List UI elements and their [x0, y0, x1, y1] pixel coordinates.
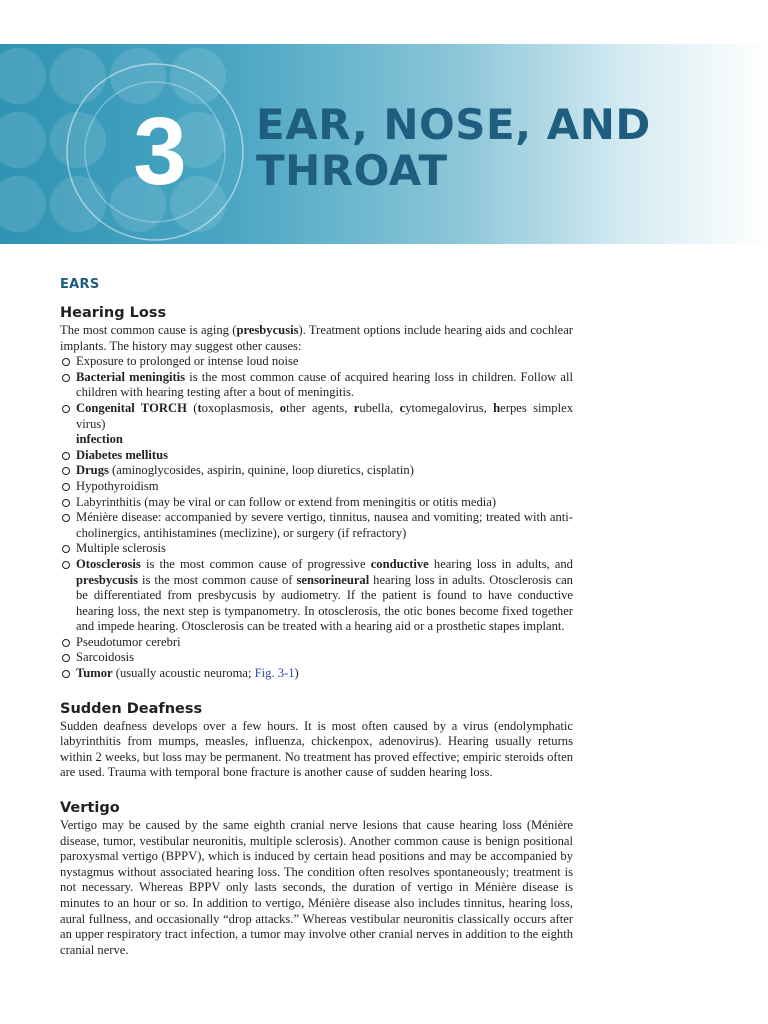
- item-bold-term: sensorineural: [296, 572, 370, 587]
- torch-letter: h: [493, 400, 501, 415]
- item-bold-term: Diabetes mellitus: [76, 447, 168, 462]
- list-item: [60, 666, 573, 682]
- list-item: [60, 557, 573, 635]
- item-text: Pseudotumor cerebri: [76, 634, 181, 649]
- subheading-sudden-deafness: Sudden Deafness: [60, 700, 203, 717]
- list-item: [60, 635, 573, 651]
- list-item: [60, 479, 573, 495]
- torch-letter: t: [197, 400, 202, 415]
- chapter-title-line-1: EAR, NOSE, AND: [256, 100, 651, 149]
- item-text: Labyrinthitis (may be viral or can follow or extend from meningitis or otitis media): [76, 494, 497, 509]
- item-bold-term: Bacterial meningitis: [76, 369, 186, 384]
- list-item: [60, 510, 573, 541]
- item-bold-term: presbycusis: [76, 572, 139, 587]
- section-heading-ears: EARS: [60, 277, 100, 292]
- item-text: is the most common cause of: [138, 572, 297, 587]
- torch-letter: c: [399, 400, 406, 415]
- item-text: Hypothyroidism: [76, 478, 159, 493]
- sudden-deafness-paragraph: Sudden deafness develops over a few hours. It is most often caused by a virus (endolymphatic labyrinthitis from mumps, measles, influenza, chickenpox, adenovirus). Hearing usually returns within 2 weeks, but loss may be permanent. No treatment has proved effective; empiric steroids often are used. Trauma with temporal bone fracture is another cause of sudden hearing loss.: [60, 718, 573, 780]
- intro-text: ). Treatment options include hearing aids and cochlear implants. The history may suggest other causes:: [60, 323, 573, 353]
- item-text: Sarcoidosis: [76, 650, 135, 665]
- hearing-loss-intro: [60, 323, 573, 354]
- item-text: ther agents,: [286, 400, 354, 415]
- torch-letter: r: [353, 400, 360, 415]
- intro-text: The most common cause is aging (: [60, 323, 237, 337]
- item-text: ubella,: [359, 400, 400, 415]
- item-bold-term: conductive: [370, 556, 429, 571]
- torch-letter: o: [279, 400, 287, 415]
- list-item: [60, 650, 573, 666]
- list-item: [60, 463, 573, 479]
- list-item: [60, 495, 573, 511]
- list-item: [60, 448, 573, 464]
- item-text: oxoplasmosis,: [201, 400, 280, 415]
- figure-link[interactable]: Fig. 3-1: [254, 666, 295, 681]
- list-item: [60, 354, 573, 370]
- item-text: (usually acoustic neuroma;: [112, 666, 255, 681]
- item-text: erpes simplex virus): [76, 400, 573, 431]
- item-text: (aminoglycosides, aspirin, quinine, loop diuretics, cisplatin): [108, 463, 414, 478]
- item-text: hearing loss in adults. Otosclerosis can be differentiated from presbycusis by audiometry. If the patient is found to have conductive hearing loss, the next step is tympanometry. In otosclerosis, the otic bones become fixed together and impede hearing. Otosclerosis can be treated with a hearing aid or a prosthetic stapes implant.: [76, 572, 573, 634]
- item-text: hearing loss in adults, and: [428, 556, 573, 571]
- intro-bold-term: presbycusis: [236, 323, 299, 337]
- item-bold-term: Congenital TORCH: [76, 400, 187, 415]
- item-text: ): [294, 666, 299, 681]
- subheading-hearing-loss: Hearing Loss: [60, 305, 167, 321]
- subheading-vertigo: Vertigo: [60, 800, 120, 817]
- item-text: ytomegalovirus,: [405, 400, 494, 415]
- item-bold-term: Drugs: [76, 463, 109, 478]
- chapter-number: 3: [133, 98, 187, 205]
- item-text: is the most common cause of acquired hearing loss in children. Follow all children with hearing testing after a bout of meningitis.: [76, 369, 573, 400]
- list-item: Congenital TORCH (toxoplasmosis, other agents, rubella, cytomegalovirus, herpes simplex virus) infection: [60, 401, 573, 448]
- item-text: Multiple sclerosis: [76, 541, 166, 556]
- item-bold-term: infection: [76, 432, 123, 447]
- chapter-title: [256, 102, 651, 194]
- item-text: Ménière disease: accompanied by severe vertigo, tinnitus, nausea and vomiting; treated with anti-cholinergics, antihistamines (meclizine), or surgery (if refractory): [76, 510, 573, 540]
- list-item: [60, 370, 573, 401]
- hearing-loss-causes-list: [60, 354, 573, 681]
- vertigo-paragraph: Vertigo may be caused by the same eighth cranial nerve lesions that cause hearing loss (Ménière disease, tumor, vestibular neuronitis, multiple sclerosis). Another common cause is benign positional paroxysmal vertigo (BPPV), which is induced by certain head positions and may be accompanied by nystagmus without associated hearing loss. The condition often resolves spontaneously; treatment is not necessary. Whereas BPPV only lasts seconds, the duration of vertigo in Ménière disease is minutes to an hour or so. In addition to vertigo, Ménière disease also includes tinnitus, hearing loss, aural fullness, and occasionally “drop attacks.” Whereas vestibular neuronitis classically occurs after an upper respiratory tract infection, a tumor may involve other cranial nerves in addition to the eighth cranial nerve.: [60, 818, 573, 957]
- item-text: Exposure to prolonged or intense loud noise: [76, 354, 299, 369]
- page-content: [60, 277, 573, 958]
- list-item: [60, 541, 573, 557]
- item-bold-term: Otosclerosis: [76, 556, 141, 571]
- item-text: is the most common cause of progressive: [140, 556, 371, 571]
- item-bold-term: Tumor: [76, 666, 113, 681]
- chapter-banner: [0, 44, 768, 244]
- chapter-title-line-2: THROAT: [256, 146, 448, 195]
